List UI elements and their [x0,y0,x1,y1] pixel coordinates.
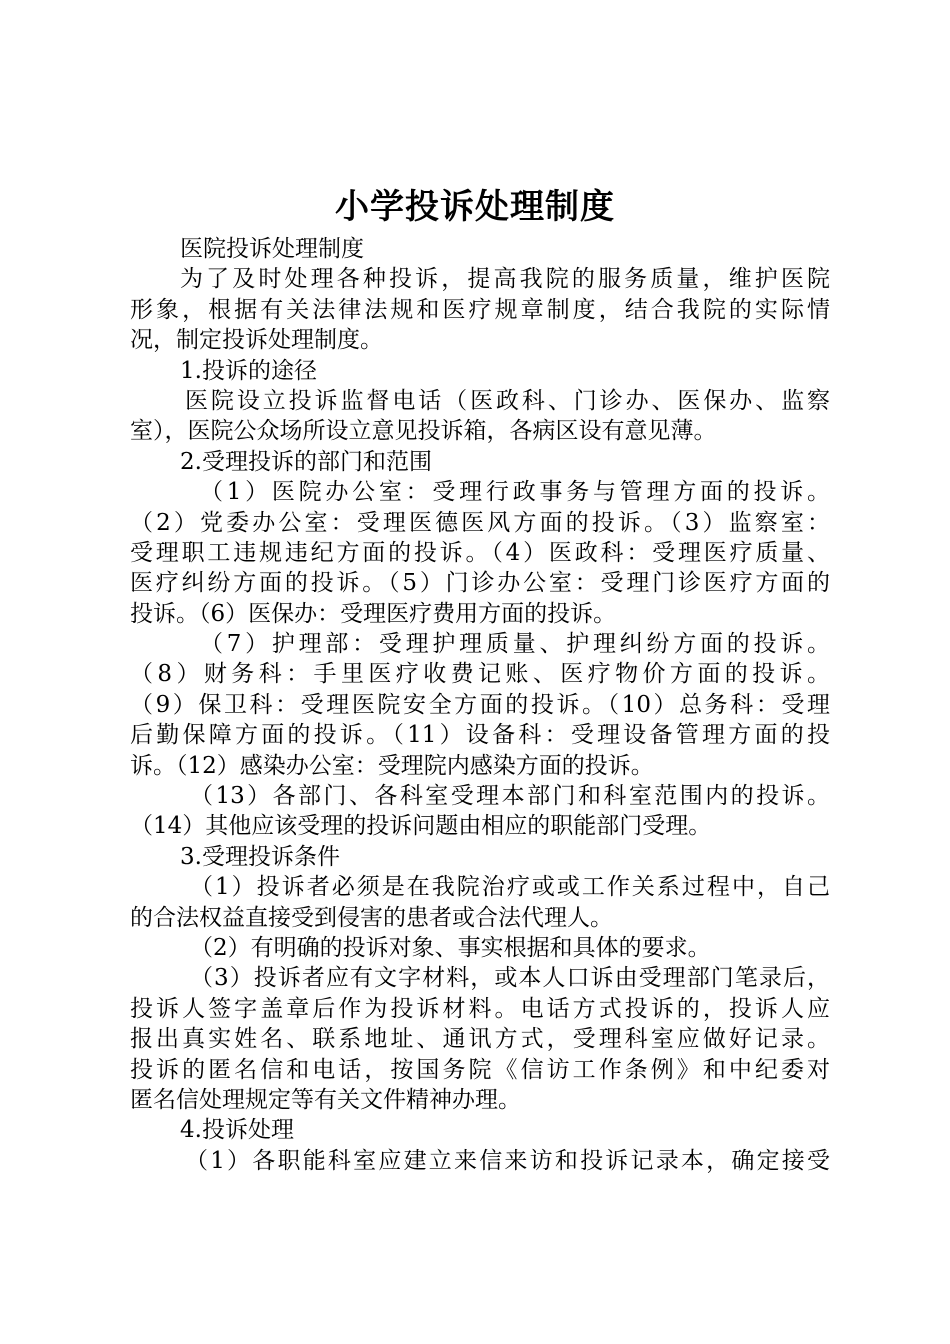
section-heading: 1.投诉的途径 [180,357,317,384]
section-heading: 3.受理投诉条件 [180,843,340,870]
paragraph-line: （14）其他应该受理的投诉问题由相应的职能部门受理。 [130,813,712,840]
paragraph-line: （1）各职能科室应建立来信来访和投诉记录本，确定接受 [185,1147,830,1174]
paragraph-line: （13）各部门、各科室受理本部门和科室范围内的投诉。 [190,783,830,810]
paragraph-line: （9）保卫科：受理医院安全方面的投诉。（10）总务科：受理 [130,691,830,718]
paragraph-line: 匿名信处理规定等有关文件精神办理。 [130,1086,521,1113]
paragraph-line: （3）投诉者应有文字材料，或本人口诉由受理部门笔录后， [190,965,830,992]
paragraph-line: 为了及时处理各种投诉，提高我院的服务质量，维护医院 [180,266,830,293]
paragraph-line: （1）投诉者必须是在我院治疗或或工作关系过程中，自己 [190,874,830,901]
paragraph-line: （1）医院办公室：受理行政事务与管理方面的投诉。 [200,479,830,506]
paragraph-line: （2）党委办公室：受理医德医风方面的投诉。（3）监察室： [130,509,830,536]
paragraph-line: 况，制定投诉处理制度。 [130,327,383,354]
paragraph-line: 的合法权益直接受到侵害的患者或合法代理人。 [130,904,613,931]
paragraph-line: 形象，根据有关法律法规和医疗规章制度，结合我院的实际情 [130,296,830,323]
paragraph-line: （8）财务科：手里医疗收费记账、医疗物价方面的投诉。 [130,661,830,688]
paragraph-line: 医疗纠纷方面的投诉。（5）门诊办公室：受理门诊医疗方面的 [130,570,830,597]
paragraph-line: （2）有明确的投诉对象、事实根据和具体的要求。 [190,934,711,961]
paragraph-line: 医院设立投诉监督电话（医政科、门诊办、医保办、监察 [185,387,830,414]
document-body [130,234,830,1176]
section-heading: 4.投诉处理 [180,1117,294,1144]
paragraph-line: 诉。（12）感染办公室：受理院内感染方面的投诉。 [130,752,654,779]
document-title: 小学投诉处理制度 [335,187,615,227]
paragraph-line: 受理职工违规违纪方面的投诉。（4）医政科：受理医疗质量、 [130,539,830,566]
paragraph-line: 室），医院公众场所设立意见投诉箱，各病区设有意见薄。 [130,418,717,445]
paragraph-line: 后勤保障方面的投诉。（11）设备科：受理设备管理方面的投 [130,722,830,749]
paragraph-line: （7）护理部：受理护理质量、护理纠纷方面的投诉。 [200,631,830,658]
section-heading: 2.受理投诉的部门和范围 [180,448,432,475]
paragraph-line: 投诉人签字盖章后作为投诉材料。电话方式投诉的，投诉人应 [130,995,830,1022]
paragraph-line: 报出真实姓名、联系地址、通讯方式，受理科室应做好记录。 [130,1026,830,1053]
paragraph-line: 投诉。（6）医保办：受理医疗费用方面的投诉。 [130,600,617,627]
paragraph-line: 投诉的匿名信和电话，按国务院《信访工作条例》和中纪委对 [130,1056,830,1083]
section-heading: 医院投诉处理制度 [180,236,364,262]
